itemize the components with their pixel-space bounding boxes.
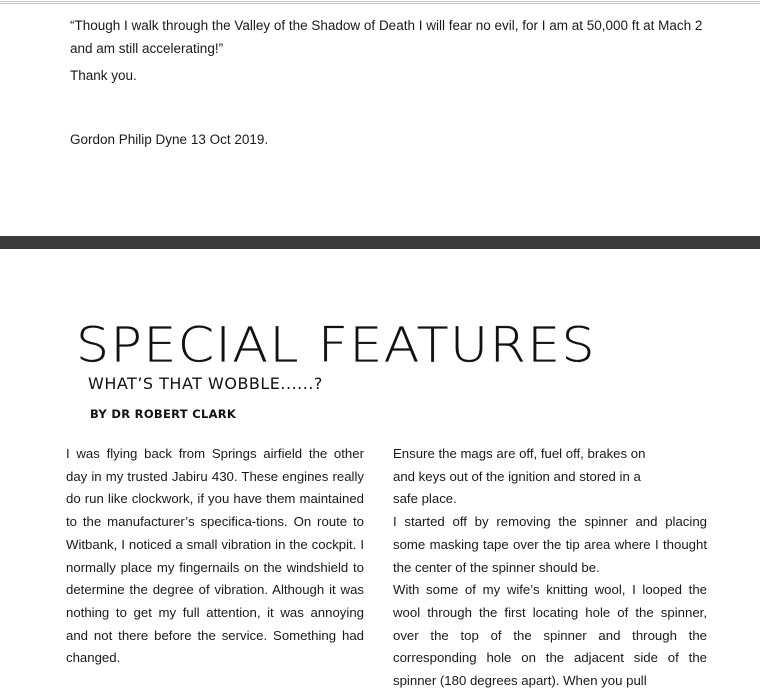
previous-page [0,0,760,236]
article-column-right [393,443,707,693]
letter-quote: “Though I walk through the Valley of the Shadow of Death I will fear no evil, for I am at 50,000 ft at Mach 2 and am still accelerating!” [70,18,703,56]
paragraph: Ensure the mags are off, fuel off, brakes on and keys out of the ignition and stored in a safe place. [393,446,646,507]
page-divider [0,236,760,249]
paragraph: With some of my wife’s knitting wool, I looped the wool through the first locating hole of the spinner, over the top of the spinner and through the corresponding hole on the adjacent side of the spinner (180 degrees apart). When you pull [393,582,707,689]
paragraph: I was flying back from Springs airfield the other day in my trusted Jabiru 430. These engines really do run like clockwork, if you have them maintained to the manufacturer’s specifica-tions. On route to Witbank, I noticed a small vibration in the cockpit. I normally place my fingernails on the windshield to determine the degree of vibration. Although it was nothing to get my full attention, it was annoying and not there before the service. Something had changed. [66,446,364,666]
article-subtitle: WHAT’S THAT WOBBLE......? [88,374,323,393]
paragraph: I started off by removing the spinner and placing some masking tape over the tip area where I thought the center of the spinner should be. [393,514,707,575]
article-byline: BY DR ROBERT CLARK [90,407,237,421]
page-top-edge [0,0,760,4]
letter-thanks: Thank you. [70,68,137,83]
section-title: SPECIAL FEATURES [76,318,597,374]
article-column-left [66,443,364,670]
letter-signature: Gordon Philip Dyne 13 Oct 2019. [70,132,269,147]
